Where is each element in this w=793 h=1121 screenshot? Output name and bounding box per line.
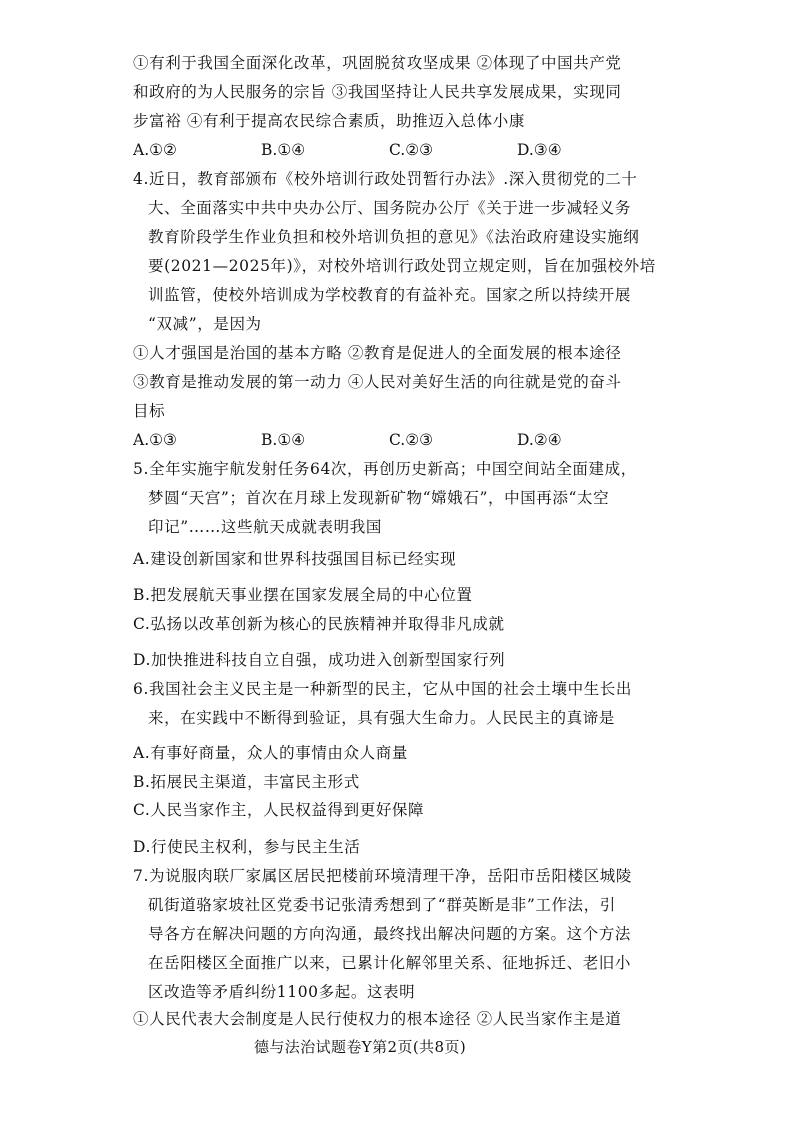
q6-option-c[interactable]: C.人民当家作主，人民权益得到更好保障	[133, 801, 425, 819]
option-d[interactable]: D.③④	[517, 141, 562, 159]
q5-stem-line: 梦圆“天宫”；首次在月球上发现新矿物“嫦娥石”，中国再添“太空	[148, 489, 610, 507]
q7-statement-line: ①人民代表大会制度是人民行使权力的根本途径 ②人民当家作主是道	[133, 1010, 622, 1028]
q4-stem-line: 大、全面落实中共中央办公厅、国务院办公厅《关于进一步减轻义务	[148, 199, 632, 217]
q5-stem-line: 印记”……这些航天成就表明我国	[148, 518, 382, 536]
q6-option-a[interactable]: A.有事好商量，众人的事情由众人商量	[133, 744, 408, 762]
q5-stem-line: 5.全年实施宇航发射任务64次，再创历史新高；中国空间站全面建成，	[133, 460, 637, 478]
q4-stem-line: 训监管，使校外培训成为学校教育的有益补充。国家之所以持续开展	[148, 286, 632, 304]
q7-stem-line: 导各方在解决问题的方向沟通，最终找出解决问题的方案。这个方法	[148, 925, 632, 943]
option-a[interactable]: A.①②	[133, 141, 177, 159]
q7-stem-line: 矶街道骆家坡社区党委书记张清秀想到了“群英断是非”工作法，引	[148, 896, 616, 914]
q5-option-c[interactable]: C.弘扬以改革创新为核心的民族精神并取得非凡成就	[133, 615, 505, 633]
q3-statement-line: ①有利于我国全面深化改革，巩固脱贫攻坚成果 ②体现了中国共产党	[133, 54, 622, 72]
q3-statement-line: 步富裕 ④有利于提高农民综合素质，助推迈入总体小康	[133, 112, 525, 130]
q4-stem-line: 教育阶段学生作业负担和校外培训负担的意见》《法治政府建设实施纲	[148, 228, 640, 246]
page-footer: 德与法治试题卷Y第2页(共8页)	[254, 1038, 467, 1056]
option-c[interactable]: C.②③	[389, 431, 434, 449]
option-b[interactable]: B.①④	[261, 431, 306, 449]
q6-option-d[interactable]: D.行使民主权利，参与民主生活	[133, 838, 361, 856]
q4-statement-line: ①人才强国是治国的基本方略 ②教育是促进人的全面发展的根本途径	[133, 344, 622, 362]
q7-stem-line: 区改造等矛盾纠纷1100多起。这表明	[148, 983, 416, 1001]
q4-options	[133, 429, 653, 451]
option-d[interactable]: D.②④	[517, 431, 562, 449]
q7-stem-line: 在岳阳楼区全面推广以来，已累计化解邻里关系、征地拆迁、老旧小	[148, 954, 632, 972]
q6-stem-line: 来，在实践中不断得到验证，具有强大生命力。人民民主的真谛是	[148, 709, 615, 727]
q5-option-d[interactable]: D.加快推进科技自立自强，成功进入创新型国家行列	[133, 651, 506, 669]
q3-statement-line: 和政府的为人民服务的宗旨 ③我国坚持让人民共享发展成果，实现同	[133, 83, 622, 101]
q4-statement-line: ③教育是推动发展的第一动力 ④人民对美好生活的向往就是党的奋斗	[133, 373, 622, 391]
q6-stem-line: 6.我国社会主义民主是一种新型的民主，它从中国的社会土壤中生长出	[133, 680, 632, 698]
q4-stem-line: “双减”，是因为	[148, 315, 262, 333]
q6-option-b[interactable]: B.拓展民主渠道，丰富民主形式	[133, 773, 360, 791]
q4-stem-line: 4.近日，教育部颁布《校外培训行政处罚暂行办法》.深入贯彻党的二十	[133, 170, 638, 188]
q3-options	[133, 139, 653, 161]
option-b[interactable]: B.①④	[261, 141, 306, 159]
option-c[interactable]: C.②③	[389, 141, 434, 159]
q5-option-b[interactable]: B.把发展航天事业摆在国家发展全局的中心位置	[133, 586, 473, 604]
q7-stem-line: 7.为说服肉联厂家属区居民把楼前环境清理干净，岳阳市岳阳楼区城陵	[133, 867, 632, 885]
option-a[interactable]: A.①③	[133, 431, 177, 449]
q4-stem-line: 要(2021—2025年)》，对校外培训行政处罚立规定则，旨在加强校外培	[148, 257, 656, 275]
q5-option-a[interactable]: A.建设创新国家和世界科技强国目标已经实现	[133, 550, 457, 568]
q4-statement-line: 目标	[133, 402, 166, 420]
